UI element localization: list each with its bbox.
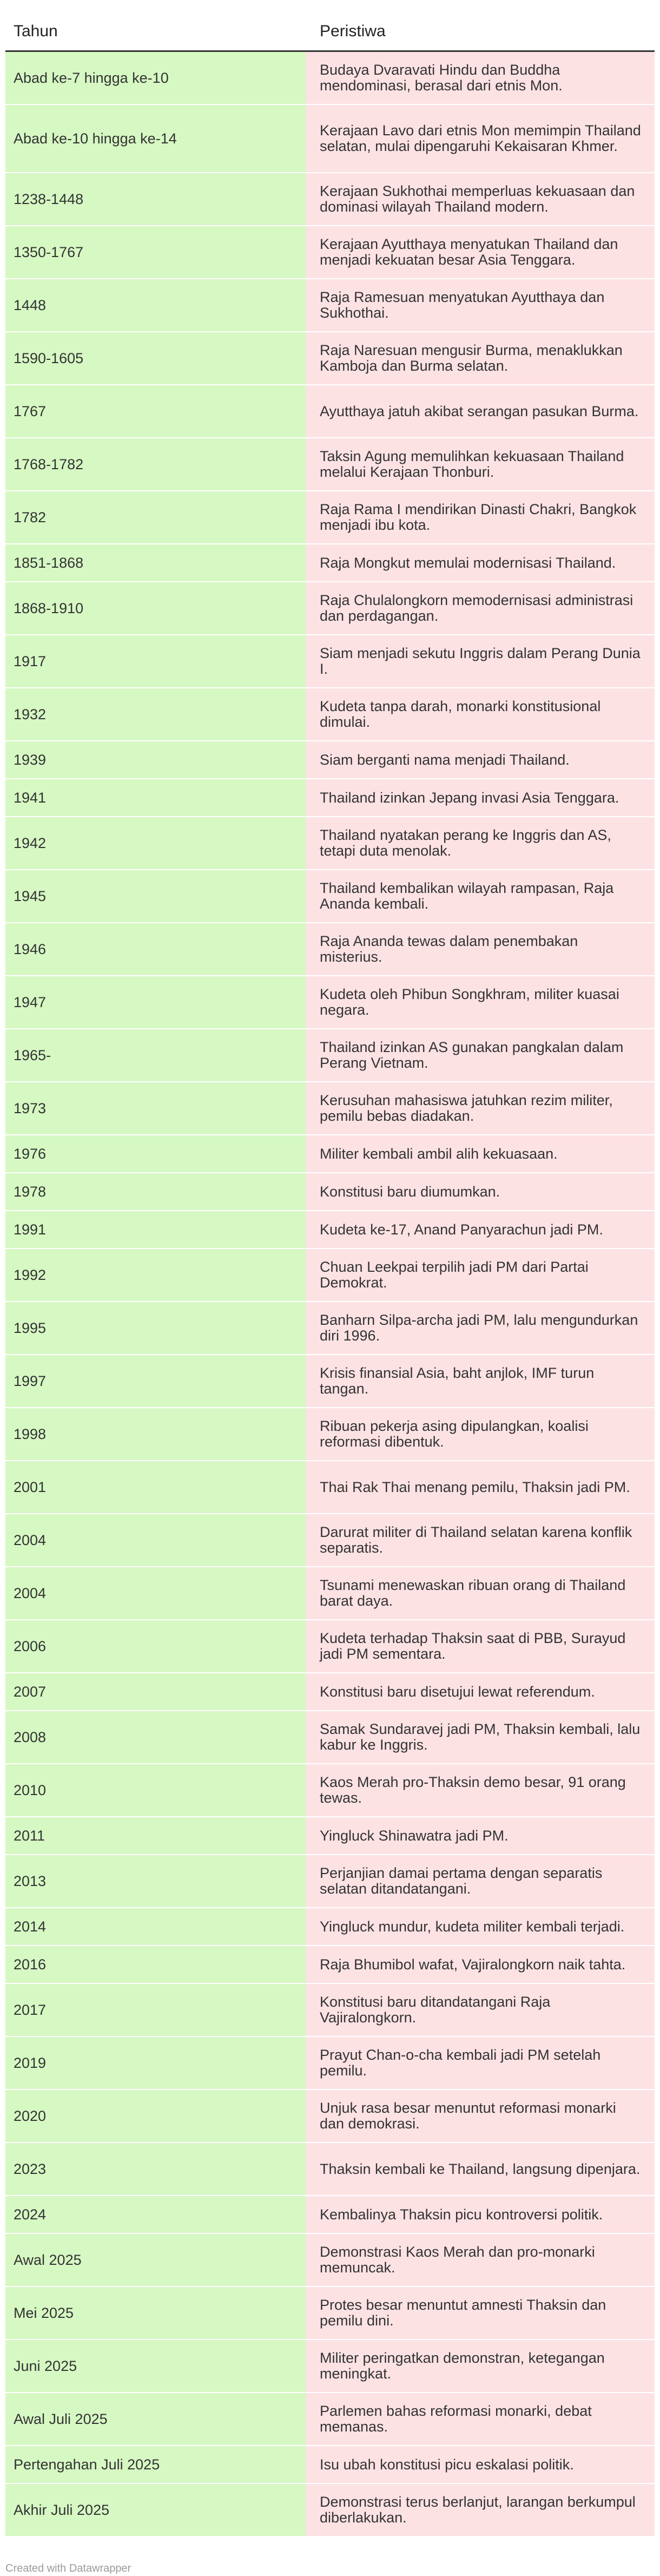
year-cell: 1350-1767 (5, 226, 306, 278)
year-cell: 1917 (5, 635, 306, 687)
timeline-table (5, 0, 655, 2537)
year-cell: Awal 2025 (5, 2234, 306, 2286)
event-cell: Raja Bhumibol wafat, Vajiralongkorn naik tahta. (306, 1946, 655, 1983)
table-row (5, 1211, 655, 1249)
event-cell: Taksin Agung memulihkan kekuasaan Thailand melalui Kerajaan Thonburi. (306, 438, 655, 490)
year-cell: 2007 (5, 1673, 306, 1710)
year-cell: 1851-1868 (5, 544, 306, 581)
table-row (5, 173, 655, 226)
year-cell: Mei 2025 (5, 2287, 306, 2339)
footer-credit: Created with Datawrapper (5, 2562, 131, 2574)
table-row (5, 2196, 655, 2234)
table-row (5, 2484, 655, 2537)
year-cell: 1942 (5, 817, 306, 869)
table-row (5, 52, 655, 105)
event-cell: Yingluck Shinawatra jadi PM. (306, 1817, 655, 1854)
year-cell: 2004 (5, 1567, 306, 1619)
event-cell: Kudeta oleh Phibun Songkhram, militer kuasai negara. (306, 976, 655, 1028)
table-row (5, 2143, 655, 2196)
table-row (5, 1946, 655, 1984)
year-cell: 2019 (5, 2037, 306, 2089)
event-cell: Kembalinya Thaksin picu kontroversi politik. (306, 2196, 655, 2233)
table-header (5, 0, 655, 52)
table-row (5, 779, 655, 817)
year-cell: 1590-1605 (5, 332, 306, 384)
table-row (5, 2446, 655, 2484)
event-cell: Budaya Dvaravati Hindu dan Buddha mendominasi, berasal dari etnis Mon. (306, 52, 655, 104)
event-cell: Protes besar menuntut amnesti Thaksin dan pemilu dini. (306, 2287, 655, 2339)
year-cell: 1947 (5, 976, 306, 1028)
table-row (5, 1302, 655, 1355)
table-row (5, 279, 655, 332)
year-cell: 1997 (5, 1355, 306, 1407)
table-row (5, 1567, 655, 1620)
year-cell: 1941 (5, 779, 306, 816)
year-cell: 2016 (5, 1946, 306, 1983)
year-cell: 1991 (5, 1211, 306, 1248)
event-cell: Demonstrasi Kaos Merah dan pro-monarki memuncak. (306, 2234, 655, 2286)
year-cell: 1768-1782 (5, 438, 306, 490)
year-cell: 1932 (5, 688, 306, 740)
table-row (5, 2234, 655, 2287)
year-cell: 2024 (5, 2196, 306, 2233)
year-cell: 1767 (5, 385, 306, 437)
table-row (5, 741, 655, 779)
year-cell: 1946 (5, 923, 306, 975)
table-row (5, 332, 655, 385)
event-cell: Prayut Chan-o-cha kembali jadi PM setelah pemilu. (306, 2037, 655, 2089)
year-cell: Abad ke-10 hingga ke-14 (5, 105, 306, 172)
event-cell: Kaos Merah pro-Thaksin demo besar, 91 orang tewas. (306, 1764, 655, 1816)
event-cell: Raja Ananda tewas dalam penembakan misterius. (306, 923, 655, 975)
table-row (5, 2287, 655, 2340)
event-cell: Raja Rama I mendirikan Dinasti Chakri, Bangkok menjadi ibu kota. (306, 491, 655, 543)
event-cell: Samak Sundaravej jadi PM, Thaksin kembali, lalu kabur ke Inggris. (306, 1711, 655, 1763)
year-cell: 2023 (5, 2143, 306, 2195)
year-cell: 2014 (5, 1908, 306, 1945)
year-cell: 1945 (5, 870, 306, 922)
year-cell: Juni 2025 (5, 2340, 306, 2392)
event-cell: Raja Naresuan mengusir Burma, menaklukkan Kamboja dan Burma selatan. (306, 332, 655, 384)
table-row (5, 1082, 655, 1135)
year-cell: 2011 (5, 1817, 306, 1854)
table-row (5, 688, 655, 741)
event-cell: Parlemen bahas reformasi monarki, debat memanas. (306, 2393, 655, 2445)
event-cell: Thailand izinkan AS gunakan pangkalan dalam Perang Vietnam. (306, 1029, 655, 1081)
event-cell: Militer kembali ambil alih kekuasaan. (306, 1135, 655, 1172)
table-row (5, 1355, 655, 1408)
event-cell: Kerajaan Lavo dari etnis Mon memimpin Thailand selatan, mulai dipengaruhi Kekaisaran Khmer. (306, 105, 655, 172)
year-cell: 1965- (5, 1029, 306, 1081)
event-cell: Siam berganti nama menjadi Thailand. (306, 741, 655, 778)
table-row (5, 2340, 655, 2393)
year-cell: 2017 (5, 1984, 306, 2036)
event-cell: Raja Mongkut memulai modernisasi Thailand. (306, 544, 655, 581)
event-cell: Konstitusi baru ditandatangani Raja Vajiralongkorn. (306, 1984, 655, 2036)
event-cell: Demonstrasi terus berlanjut, larangan berkumpul diberlakukan. (306, 2484, 655, 2536)
header-event: Peristiwa (320, 22, 386, 40)
event-cell: Kudeta ke-17, Anand Panyarachun jadi PM. (306, 1211, 655, 1248)
header-year: Tahun (14, 22, 58, 40)
event-cell: Thai Rak Thai menang pemilu, Thaksin jadi PM. (306, 1461, 655, 1513)
table-row (5, 1764, 655, 1817)
year-cell: 2008 (5, 1711, 306, 1763)
table-row (5, 1984, 655, 2037)
table-row (5, 923, 655, 976)
event-cell: Perjanjian damai pertama dengan separatis selatan ditandatangani. (306, 1855, 655, 1907)
year-cell: 2001 (5, 1461, 306, 1513)
year-cell: Abad ke-7 hingga ke-10 (5, 52, 306, 104)
event-cell: Ayutthaya jatuh akibat serangan pasukan Burma. (306, 385, 655, 437)
event-cell: Kerajaan Sukhothai memperluas kekuasaan dan dominasi wilayah Thailand modern. (306, 173, 655, 225)
event-cell: Raja Ramesuan menyatukan Ayutthaya dan Sukhothai. (306, 279, 655, 331)
table-row (5, 1711, 655, 1764)
table-row (5, 2090, 655, 2143)
event-cell: Thailand nyatakan perang ke Inggris dan AS, tetapi duta menolak. (306, 817, 655, 869)
table-row (5, 1514, 655, 1567)
table-row (5, 544, 655, 582)
table-row (5, 1408, 655, 1461)
event-cell: Siam menjadi sekutu Inggris dalam Perang Dunia I. (306, 635, 655, 687)
year-cell: 1992 (5, 1249, 306, 1301)
event-cell: Darurat militer di Thailand selatan karena konflik separatis. (306, 1514, 655, 1566)
event-cell: Thailand kembalikan wilayah rampasan, Raja Ananda kembali. (306, 870, 655, 922)
table-row (5, 1817, 655, 1855)
year-cell: 2006 (5, 1620, 306, 1672)
event-cell: Unjuk rasa besar menuntut reformasi monarki dan demokrasi. (306, 2090, 655, 2142)
table-row (5, 2393, 655, 2446)
event-cell: Kerusuhan mahasiswa jatuhkan rezim militer, pemilu bebas diadakan. (306, 1082, 655, 1134)
table-body (5, 52, 655, 2537)
event-cell: Chuan Leekpai terpilih jadi PM dari Partai Demokrat. (306, 1249, 655, 1301)
year-cell: Awal Juli 2025 (5, 2393, 306, 2445)
event-cell: Thailand izinkan Jepang invasi Asia Tenggara. (306, 779, 655, 816)
year-cell: 1978 (5, 1173, 306, 1210)
table-row (5, 1673, 655, 1711)
year-cell: 1998 (5, 1408, 306, 1460)
table-row (5, 1908, 655, 1946)
table-row (5, 2037, 655, 2090)
year-cell: 1939 (5, 741, 306, 778)
table-row (5, 1173, 655, 1211)
event-cell: Banharn Silpa-archa jadi PM, lalu mengundurkan diri 1996. (306, 1302, 655, 1354)
event-cell: Konstitusi baru disetujui lewat referendum. (306, 1673, 655, 1710)
year-cell: 1973 (5, 1082, 306, 1134)
year-cell: Pertengahan Juli 2025 (5, 2446, 306, 2483)
table-row (5, 1249, 655, 1302)
table-row (5, 1461, 655, 1514)
table-row (5, 870, 655, 923)
event-cell: Raja Chulalongkorn memodernisasi administrasi dan perdagangan. (306, 582, 655, 634)
year-cell: 2010 (5, 1764, 306, 1816)
event-cell: Thaksin kembali ke Thailand, langsung dipenjara. (306, 2143, 655, 2195)
event-cell: Militer peringatkan demonstran, ketegangan meningkat. (306, 2340, 655, 2392)
event-cell: Yingluck mundur, kudeta militer kembali terjadi. (306, 1908, 655, 1945)
year-cell: 1995 (5, 1302, 306, 1354)
table-row (5, 385, 655, 438)
table-row (5, 1855, 655, 1908)
table-row (5, 491, 655, 544)
event-cell: Tsunami menewaskan ribuan orang di Thailand barat daya. (306, 1567, 655, 1619)
year-cell: Akhir Juli 2025 (5, 2484, 306, 2536)
event-cell: Ribuan pekerja asing dipulangkan, koalisi reformasi dibentuk. (306, 1408, 655, 1460)
event-cell: Konstitusi baru diumumkan. (306, 1173, 655, 1210)
year-cell: 2020 (5, 2090, 306, 2142)
table-row (5, 1620, 655, 1673)
year-cell: 1238-1448 (5, 173, 306, 225)
year-cell: 1448 (5, 279, 306, 331)
table-row (5, 817, 655, 870)
table-row (5, 438, 655, 491)
event-cell: Kerajaan Ayutthaya menyatukan Thailand dan menjadi kekuatan besar Asia Tenggara. (306, 226, 655, 278)
year-cell: 2004 (5, 1514, 306, 1566)
table-row (5, 1135, 655, 1173)
table-row (5, 976, 655, 1029)
year-cell: 2013 (5, 1855, 306, 1907)
table-row (5, 105, 655, 173)
event-cell: Isu ubah konstitusi picu eskalasi politik. (306, 2446, 655, 2483)
year-cell: 1976 (5, 1135, 306, 1172)
event-cell: Kudeta terhadap Thaksin saat di PBB, Surayud jadi PM sementara. (306, 1620, 655, 1672)
event-cell: Kudeta tanpa darah, monarki konstitusional dimulai. (306, 688, 655, 740)
year-cell: 1782 (5, 491, 306, 543)
table-row (5, 1029, 655, 1082)
table-row (5, 635, 655, 688)
event-cell: Krisis finansial Asia, baht anjlok, IMF turun tangan. (306, 1355, 655, 1407)
table-row (5, 226, 655, 279)
year-cell: 1868-1910 (5, 582, 306, 634)
table-row (5, 582, 655, 635)
